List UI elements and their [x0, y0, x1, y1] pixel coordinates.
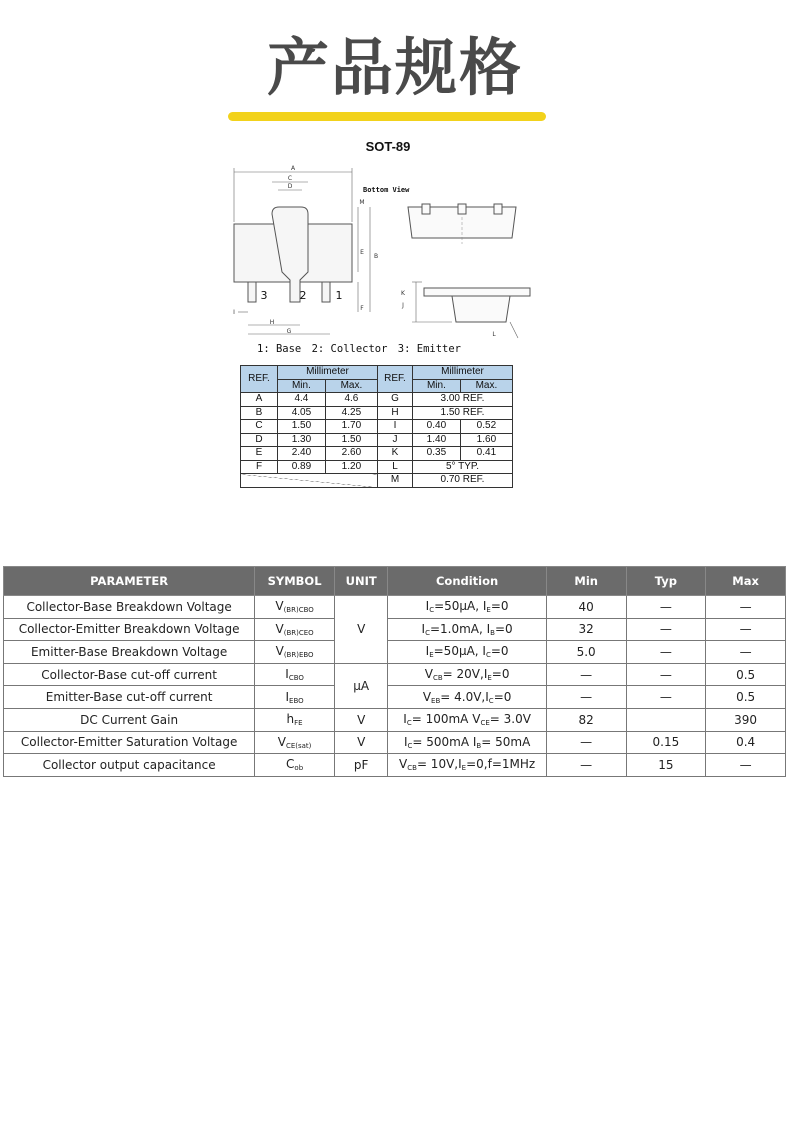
dim-header-ref-2: REF.: [377, 366, 412, 393]
condition-value: =0,f=1MHz: [466, 757, 536, 772]
spec-header-max: Max: [706, 567, 786, 596]
spec-min: —: [546, 686, 626, 709]
spec-typ: —: [626, 596, 706, 619]
dim-max: 0.41: [460, 447, 512, 461]
condition-subscript: C: [407, 741, 413, 750]
condition-var: I: [482, 599, 487, 614]
spec-parameter: Collector output capacitance: [4, 754, 255, 777]
dim-max: 1.70: [325, 420, 377, 434]
dim-value: 5° TYP.: [412, 460, 512, 474]
dim-max: 1.20: [325, 460, 377, 474]
condition-value: =1.0mA,: [429, 621, 487, 636]
condition-var: I: [425, 644, 430, 659]
dim-label-d: D: [287, 183, 293, 190]
dim-empty-cell: [241, 474, 378, 488]
dim-ref: I: [377, 420, 412, 434]
spec-parameter: DC Current Gain: [4, 708, 255, 731]
symbol-base: V: [275, 621, 284, 636]
dim-label-l: L: [492, 331, 496, 338]
spec-condition: [388, 663, 546, 686]
spec-max: —: [706, 641, 786, 664]
spec-unit: V: [334, 708, 387, 731]
electrical-spec-table: [3, 566, 786, 777]
dim-row: [241, 447, 513, 461]
spec-row: [4, 618, 786, 641]
dim-label-g: G: [286, 328, 292, 335]
spec-symbol: [255, 618, 335, 641]
dim-row: [241, 474, 513, 488]
package-outline-drawing: [226, 162, 546, 362]
spec-row: [4, 731, 786, 754]
condition-subscript: E: [486, 606, 491, 615]
dim-header-group: Millimeter: [278, 366, 378, 380]
spec-symbol: [255, 731, 335, 754]
condition-var: I: [458, 757, 462, 772]
spec-condition: [388, 754, 546, 777]
condition-subscript: B: [490, 628, 495, 637]
condition-var: V: [399, 757, 408, 772]
dim-min: 1.50: [278, 420, 326, 434]
spec-min: —: [546, 663, 626, 686]
dim-ref: C: [241, 420, 278, 434]
spec-condition: [388, 641, 546, 664]
spec-row: [4, 686, 786, 709]
dim-label-h: H: [269, 319, 275, 326]
symbol-subscript: (BR)CBO: [283, 606, 314, 615]
condition-subscript: E: [429, 651, 434, 660]
condition-value: = 3.0V: [489, 712, 531, 727]
condition-var: V: [424, 667, 433, 682]
symbol-base: I: [285, 667, 289, 682]
dim-label-c: C: [287, 175, 293, 182]
condition-value: =0: [490, 599, 509, 614]
spec-condition: [388, 731, 546, 754]
dim-header-min-2: Min.: [412, 379, 460, 393]
condition-value: =0: [493, 689, 512, 704]
condition-value: = 500mA: [412, 734, 473, 749]
spec-max: —: [706, 754, 786, 777]
spec-typ: —: [626, 641, 706, 664]
dim-min: 1.40: [412, 433, 460, 447]
spec-row: [4, 663, 786, 686]
symbol-base: V: [275, 599, 284, 614]
spec-min: —: [546, 754, 626, 777]
symbol-subscript: ob: [294, 764, 304, 773]
symbol-subscript: EBO: [289, 696, 304, 705]
pin-legend-base: 1: Base: [257, 343, 302, 355]
dimension-table: [240, 365, 513, 488]
condition-value: = 4.0V,: [440, 689, 486, 704]
condition-var: I: [425, 599, 430, 614]
spec-condition: [388, 708, 546, 731]
spec-header-symbol: SYMBOL: [255, 567, 335, 596]
spec-parameter: Collector-Base cut-off current: [4, 663, 255, 686]
spec-parameter: Collector-Base Breakdown Voltage: [4, 596, 255, 619]
spec-row: [4, 641, 786, 664]
symbol-subscript: (BR)CEO: [283, 628, 314, 637]
spec-max: 0.5: [706, 663, 786, 686]
dim-min: 2.40: [278, 447, 326, 461]
dim-min: 4.4: [278, 393, 326, 407]
spec-typ: 15: [626, 754, 706, 777]
condition-value: = 50mA: [481, 734, 531, 749]
dim-max: 4.25: [325, 406, 377, 420]
dim-header-group-2: Millimeter: [412, 366, 512, 380]
symbol-base: C: [286, 757, 295, 772]
dim-row: [241, 393, 513, 407]
page-title: 产品规格: [266, 31, 523, 104]
condition-subscript: CE: [480, 719, 490, 728]
dim-max: 2.60: [325, 447, 377, 461]
spec-header-unit: UNIT: [334, 567, 387, 596]
spec-header-row: [4, 567, 786, 596]
spec-parameter: Emitter-Base Breakdown Voltage: [4, 641, 255, 664]
condition-value: =50μA,: [434, 599, 483, 614]
condition-var: I: [403, 712, 407, 727]
dim-ref: E: [241, 447, 278, 461]
spec-symbol: [255, 663, 335, 686]
spec-parameter: Collector-Emitter Breakdown Voltage: [4, 618, 255, 641]
spec-row: [4, 754, 786, 777]
dim-ref: G: [377, 393, 412, 407]
dim-max: 0.52: [460, 420, 512, 434]
spec-typ: —: [626, 686, 706, 709]
condition-var: I: [472, 734, 477, 749]
spec-typ: —: [626, 618, 706, 641]
condition-subscript: CB: [407, 764, 417, 773]
pin-number-2: 2: [299, 289, 307, 302]
symbol-base: V: [277, 734, 286, 749]
pin-legend-collector: 2: Collector: [311, 343, 388, 355]
dim-min: 0.89: [278, 460, 326, 474]
dim-max: 4.6: [325, 393, 377, 407]
symbol-base: h: [286, 712, 295, 727]
spec-max: —: [706, 618, 786, 641]
pin-number-1: 1: [335, 289, 343, 302]
spec-symbol: [255, 641, 335, 664]
dim-label-f: F: [360, 305, 364, 312]
condition-value: = 100mA: [411, 712, 473, 727]
dim-ref: M: [377, 474, 412, 488]
spec-typ: 0.15: [626, 731, 706, 754]
spec-condition: [388, 618, 546, 641]
condition-value: =0: [491, 667, 510, 682]
spec-condition: [388, 596, 546, 619]
dim-label-b: B: [373, 253, 379, 260]
spec-condition: [388, 686, 546, 709]
dim-header-ref: REF.: [241, 366, 278, 393]
condition-var: I: [403, 734, 408, 749]
spec-header-parameter: PARAMETER: [4, 567, 255, 596]
bottom-view-label: Bottom View: [363, 186, 410, 194]
condition-subscript: C: [488, 696, 494, 705]
spec-header-typ: Typ: [626, 567, 706, 596]
dim-label-a: A: [290, 165, 296, 172]
spec-header-min: Min: [546, 567, 626, 596]
spec-symbol: [255, 686, 335, 709]
condition-value: = 20V,: [442, 667, 484, 682]
condition-var: I: [483, 667, 488, 682]
spec-row: [4, 596, 786, 619]
condition-var: V: [422, 689, 432, 704]
spec-min: 82: [546, 708, 626, 731]
condition-value: =50μA,: [433, 644, 483, 659]
dim-max: 1.50: [325, 433, 377, 447]
symbol-subscript: CE(sat): [285, 741, 312, 750]
condition-var: I: [485, 689, 489, 704]
condition-var: I: [421, 621, 426, 636]
dim-ref: D: [241, 433, 278, 447]
dim-header-min: Min.: [278, 379, 326, 393]
condition-var: I: [486, 621, 491, 636]
pin-legend: [257, 343, 517, 355]
dim-ref: L: [377, 460, 412, 474]
dim-ref: A: [241, 393, 278, 407]
spec-min: 32: [546, 618, 626, 641]
dim-min: 0.40: [412, 420, 460, 434]
symbol-base: V: [275, 644, 284, 659]
spec-typ: —: [626, 663, 706, 686]
spec-min: 5.0: [546, 641, 626, 664]
dim-header-max-2: Max.: [460, 379, 512, 393]
dim-ref: B: [241, 406, 278, 420]
dim-row: [241, 433, 513, 447]
condition-subscript: E: [487, 674, 492, 683]
dim-row: [241, 406, 513, 420]
spec-header-condition: Condition: [388, 567, 546, 596]
dim-value: 3.00 REF.: [412, 393, 512, 407]
dim-min: 4.05: [278, 406, 326, 420]
spec-symbol: [255, 708, 335, 731]
condition-subscript: CB: [432, 674, 443, 683]
dim-ref: K: [377, 447, 412, 461]
package-name: SOT-89: [365, 139, 411, 154]
dim-label-i: I: [233, 309, 235, 316]
dim-row: [241, 460, 513, 474]
condition-var: I: [482, 644, 486, 659]
condition-value: =0: [494, 621, 513, 636]
dim-value: 1.50 REF.: [412, 406, 512, 420]
spec-symbol: [255, 596, 335, 619]
condition-subscript: EB: [431, 696, 441, 705]
dim-ref: J: [377, 433, 412, 447]
spec-min: —: [546, 731, 626, 754]
dim-min: 0.35: [412, 447, 460, 461]
dim-row: [241, 420, 513, 434]
dim-ref: H: [377, 406, 412, 420]
condition-subscript: C: [485, 651, 491, 660]
symbol-subscript: CBO: [288, 674, 304, 683]
symbol-base: I: [285, 689, 290, 704]
spec-parameter: Emitter-Base cut-off current: [4, 686, 255, 709]
dim-value: 0.70 REF.: [412, 474, 512, 488]
spec-symbol: [255, 754, 335, 777]
spec-unit: V: [334, 596, 387, 664]
pin-legend-emitter: 3: Emitter: [397, 343, 461, 355]
dim-max: 1.60: [460, 433, 512, 447]
title-underline: [228, 112, 546, 121]
dim-label-m: M: [359, 199, 365, 206]
condition-var: V: [472, 712, 481, 727]
condition-subscript: C: [429, 606, 435, 615]
spec-max: 390: [706, 708, 786, 731]
spec-unit: μA: [334, 663, 387, 708]
spec-unit: pF: [334, 754, 387, 777]
condition-value: =0: [490, 644, 509, 659]
spec-parameter: Collector-Emitter Saturation Voltage: [4, 731, 255, 754]
symbol-subscript: (BR)EBO: [283, 651, 314, 660]
spec-min: 40: [546, 596, 626, 619]
dim-label-j: J: [402, 302, 404, 309]
spec-max: —: [706, 596, 786, 619]
condition-subscript: B: [476, 741, 482, 750]
spec-max: 0.5: [706, 686, 786, 709]
dim-label-e: E: [360, 249, 364, 256]
dim-header-max: Max.: [325, 379, 377, 393]
dim-min: 1.30: [278, 433, 326, 447]
spec-max: 0.4: [706, 731, 786, 754]
dim-label-k: K: [401, 290, 405, 297]
condition-subscript: C: [406, 719, 412, 728]
spec-unit: V: [334, 731, 387, 754]
condition-subscript: C: [425, 628, 430, 637]
symbol-subscript: FE: [294, 719, 303, 728]
condition-subscript: E: [461, 764, 467, 773]
condition-value: = 10V,: [416, 757, 459, 772]
spec-typ: [626, 708, 706, 731]
pin-number-3: 3: [260, 289, 268, 302]
dim-ref: F: [241, 460, 278, 474]
spec-row: [4, 708, 786, 731]
